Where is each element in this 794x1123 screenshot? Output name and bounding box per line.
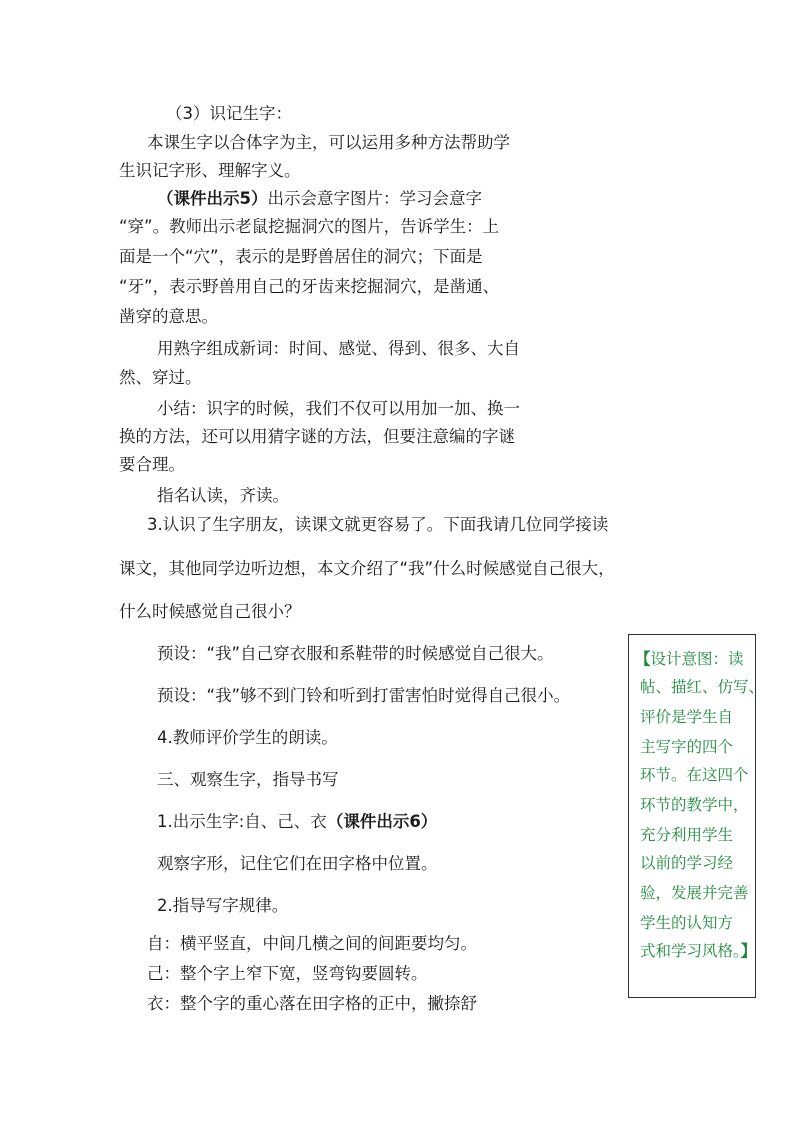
text-span: 出示会意字图片：学习会意字 <box>267 189 482 208</box>
sidebar-line: 评价是学生自 <box>640 708 734 726</box>
text-line: 本课生字以合体字为主，可以运用多种方法帮助学 <box>147 133 510 152</box>
text-line: 小结：识字的时候，我们不仅可以用加一加、换一 <box>157 399 520 418</box>
text-line: 指名认读，齐读。 <box>157 486 289 505</box>
text-line: 面是一个“穴”，表示的是野兽居住的洞穴；下面是 <box>119 247 483 266</box>
design-intent-box <box>628 634 765 998</box>
text-line: 4.教师评价学生的朗读。 <box>157 728 338 747</box>
text-line: 3.认识了生字朋友，读课文就更容易了。下面我请几位同学接读 <box>147 515 609 534</box>
text-line: “牙”，表示野兽用自己的牙齿来挖掘洞穴，是凿通、 <box>119 277 500 296</box>
sidebar-line: 环节。在这四个 <box>640 766 749 784</box>
sidebar-line: 环节的教学中， <box>640 796 749 814</box>
text-line: 换的方法，还可以用猜字谜的方法，但要注意编的字谜 <box>119 427 515 446</box>
sidebar-line: 学生的认知方 <box>640 914 734 932</box>
text-span: 1.出示生字:自、己、衣 <box>157 812 327 831</box>
text-line <box>157 810 437 834</box>
text-line: 然、穿过。 <box>119 368 202 387</box>
text-line: 预设：“我”够不到门铃和听到打雷害怕时觉得自己很小。 <box>157 686 571 705</box>
text-line: 什么时候感觉自己很小？ <box>119 602 301 621</box>
section-heading: 三、观察生字，指导书写 <box>157 770 339 789</box>
sidebar-text: 式和学习风格。 <box>640 942 741 960</box>
text-line: 生识记字形、理解字义。 <box>119 161 301 180</box>
open-bracket: 【 <box>635 650 651 668</box>
sidebar-line: 帖、描红、仿写、 <box>640 678 765 696</box>
sidebar-line: 验，发展并完善 <box>640 884 749 902</box>
sidebar-line <box>635 649 744 669</box>
sidebar-text: 设计意图：读 <box>650 650 744 668</box>
text-line: 预设：“我”自己穿衣服和系鞋带的时候感觉自己很大。 <box>157 644 554 663</box>
sidebar-line <box>640 941 756 961</box>
text-line: 己：整个字上窄下宽，竖弯钩要圆转。 <box>147 964 428 983</box>
text-line: 凿穿的意思。 <box>119 307 218 326</box>
courseware-ref: （课件出示5） <box>157 189 268 208</box>
sidebar-line: 充分利用学生 <box>640 826 734 844</box>
text-line: 观察字形，记住它们在田字格中位置。 <box>157 854 438 873</box>
text-line: （3）识记生字： <box>166 104 292 123</box>
text-line <box>157 187 482 211</box>
text-line: 要合理。 <box>119 455 185 474</box>
text-line: 用熟字组成新词：时间、感觉、得到、很多、大自 <box>157 339 520 358</box>
text-line: 衣：整个字的重心落在田字格的正中，撇捺舒 <box>147 994 477 1013</box>
sidebar-line: 主写字的四个 <box>640 738 734 756</box>
text-line: 2.指导写字规律。 <box>157 896 289 915</box>
text-line: “穿”。教师出示老鼠挖掘洞穴的图片，告诉学生：上 <box>119 217 500 236</box>
close-bracket: 】 <box>740 942 757 960</box>
text-line: 自：横平竖直，中间几横之间的间距要均匀。 <box>147 934 477 953</box>
text-line: 课文，其他同学边听边想，本文介绍了“我”什么时候感觉自己很大， <box>119 559 615 578</box>
courseware-ref: （课件出示6） <box>326 812 438 831</box>
sidebar-line: 以前的学习经 <box>640 854 734 872</box>
